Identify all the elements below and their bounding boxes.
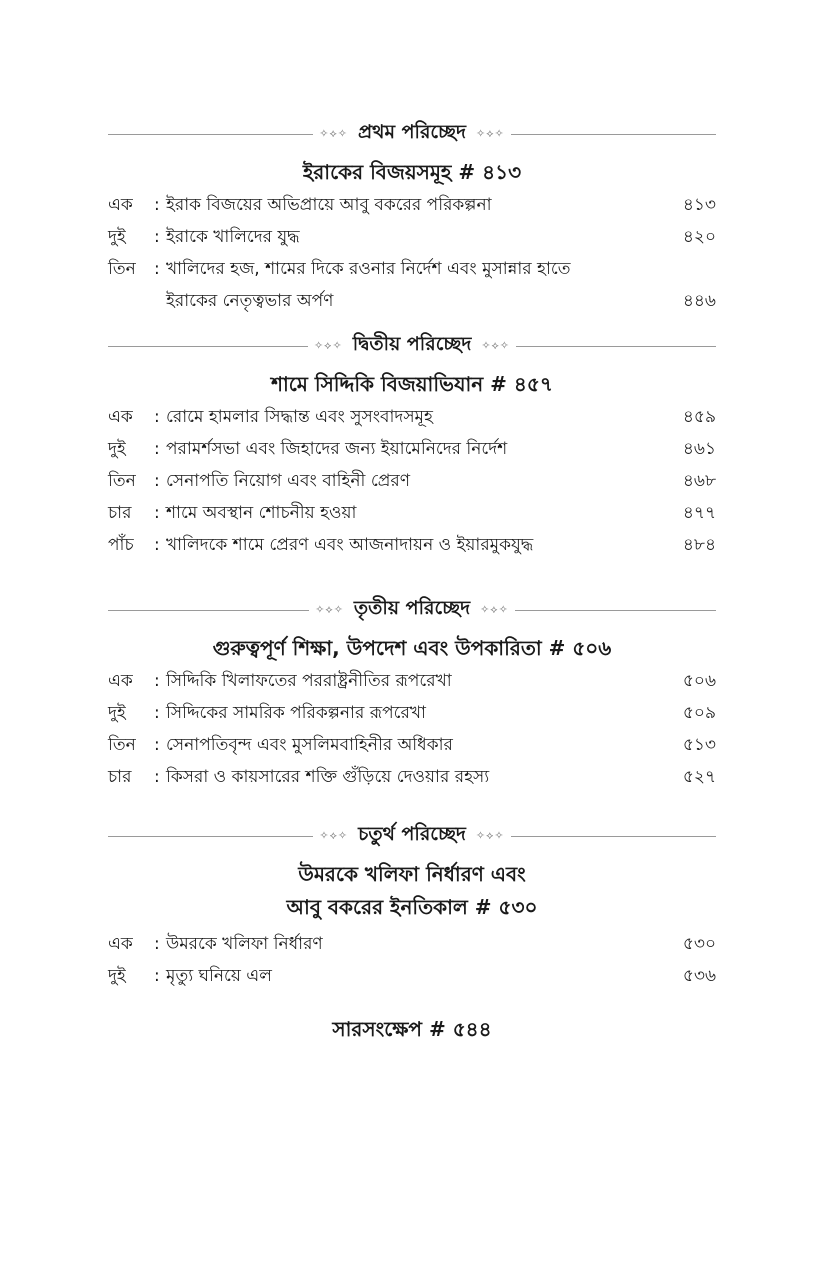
entry-number: দুই: [108, 227, 126, 247]
entry-number: চার: [108, 767, 132, 787]
entry-page: ৫০৬: [682, 671, 716, 691]
chapter-section-3: [108, 588, 716, 814]
chapter-title: প্রথম পরিচ্ছেদ: [357, 121, 467, 143]
part-title: শামে সিদ্দিকি বিজয়াভিযান # ৪৫৭: [271, 372, 553, 396]
entry-number: চার: [108, 503, 132, 523]
entry-title: রোমে হামলার সিদ্ধান্ত এবং সুসংবাদসমূহ: [166, 407, 433, 427]
chapter-heading: [108, 324, 716, 368]
toc-entry: এক : সিদ্দিকি খিলাফতের পররাষ্ট্রনীতির রূপরেখা ৫০৬: [108, 665, 716, 697]
part-title: উমরকে খলিফা নির্ধারণ এবং: [298, 862, 526, 886]
entry-page: ৪৬৮: [682, 471, 716, 491]
entry-title-line: খালিদের হজ, শামের দিকে রওনার নির্দেশ এবং মুসান্নার হাতে: [166, 259, 571, 279]
chapter-section-1: [108, 112, 716, 324]
part-title: ইরাকের বিজয়সমূহ # ৪১৩: [302, 160, 522, 184]
divider-rule-right: [516, 346, 716, 347]
entry-title: পরামর্শসভা এবং জিহাদের জন্য ইয়ামেনিদের নির্দেশ: [166, 439, 508, 459]
entry-title: মৃত্যু ঘনিয়ে এল: [166, 966, 272, 986]
toc-entry: দুই : মৃত্যু ঘনিয়ে এল ৫৩৬: [108, 960, 716, 992]
toc-entry: এক : উমরকে খলিফা নির্ধারণ ৫৩০: [108, 928, 716, 960]
entry-number: দুই: [108, 966, 126, 986]
entry-title: [166, 253, 656, 317]
chapter-section-2: [108, 324, 716, 588]
chapter-heading: [108, 112, 716, 156]
divider-rule-left: [108, 610, 309, 611]
entry-page: ৫৩৬: [682, 966, 716, 986]
entry-title-line: ইরাকের নেতৃত্বভার অর্পণ: [166, 291, 334, 311]
toc-entry: চার : কিসরা ও কায়সারের শক্তি গুঁড়িয়ে দেওয়ার রহস্য ৫২৭: [108, 761, 716, 793]
ornament-icon-right: ✧⟡✧: [476, 127, 505, 140]
toc-entry: দুই : পরামর্শসভা এবং জিহাদের জন্য ইয়ামেনিদের নির্দেশ ৪৬১: [108, 433, 716, 465]
part-title-line-2: আবু বকরের ইনতিকাল # ৫৩০: [286, 895, 538, 919]
divider-rule-right: [511, 134, 716, 135]
chapter-heading: [108, 814, 716, 858]
ornament-icon-left: ✧⟡✧: [315, 603, 344, 616]
entry-number: তিন: [108, 471, 136, 491]
entry-page: ৪১৩: [682, 195, 716, 215]
divider-rule-right: [511, 836, 716, 837]
chapter-heading: [108, 588, 716, 632]
entry-number: এক: [108, 195, 133, 215]
entry-title: উমরকে খলিফা নির্ধারণ: [166, 934, 323, 954]
entry-page: ৪৮৪: [682, 535, 716, 555]
chapter-section-4: [108, 814, 716, 992]
divider-rule-left: [108, 346, 308, 347]
toc-entry: এক : রোমে হামলার সিদ্ধান্ত এবং সুসংবাদসমূহ ৪৫৯: [108, 401, 716, 433]
divider-rule-left: [108, 836, 313, 837]
chapter-title: চতুর্থ পরিচ্ছেদ: [358, 823, 466, 845]
toc-entry: তিন : খালিদের হজ, শামের দিকে রওনার নির্দেশ এবং মুসান্নার হাতে ইরাকের নেতৃত্বভার অর্পণ ৪৪৬: [108, 253, 716, 317]
summary-title: সারসংক্ষেপ # ৫৪৪: [332, 1017, 492, 1041]
entry-title: শামে অবস্থান শোচনীয় হওয়া: [166, 503, 357, 523]
chapter-title: দ্বিতীয় পরিচ্ছেদ: [352, 333, 472, 355]
divider-rule-left: [108, 134, 313, 135]
entry-number: এক: [108, 934, 133, 954]
entry-page: ৫২৭: [682, 767, 716, 787]
entry-title: সেনাপতিবৃন্দ এবং মুসলিমবাহিনীর অধিকার: [166, 735, 453, 755]
ornament-icon-right: ✧⟡✧: [481, 339, 511, 352]
entry-title: কিসরা ও কায়সারের শক্তি গুঁড়িয়ে দেওয়ার রহস্য: [166, 767, 490, 787]
ornament-icon-left: ✧⟡✧: [319, 829, 349, 842]
toc-entry: চার : শামে অবস্থান শোচনীয় হওয়া ৪৭৭: [108, 497, 716, 529]
table-of-contents: [108, 112, 716, 1046]
entry-title: সিদ্দিকের সামরিক পরিকল্পনার রূপরেখা: [166, 703, 426, 723]
entry-number: এক: [108, 671, 133, 691]
entry-page: ৪৫৯: [682, 407, 716, 427]
toc-entry: তিন : সেনাপতিবৃন্দ এবং মুসলিমবাহিনীর অধিকার ৫১৩: [108, 729, 716, 761]
toc-entry: এক : ইরাক বিজয়ের অভিপ্রায়ে আবু বকরের পরিকল্পনা ৪১৩: [108, 189, 716, 221]
toc-entry: তিন : সেনাপতি নিয়োগ এবং বাহিনী প্রেরণ ৪৬৮: [108, 465, 716, 497]
entry-title: সিদ্দিকি খিলাফতের পররাষ্ট্রনীতির রূপরেখা: [166, 671, 452, 691]
entry-page: ৪৭৭: [682, 503, 716, 523]
ornament-icon-right: ✧⟡✧: [480, 603, 509, 616]
entry-page: ৪৪৬: [682, 291, 716, 311]
toc-entry: দুই : ইরাকে খালিদের যুদ্ধ ৪২০: [108, 221, 716, 253]
entry-number: দুই: [108, 703, 126, 723]
ornament-icon-left: ✧⟡✧: [319, 127, 348, 140]
part-title: গুরুত্বপূর্ণ শিক্ষা, উপদেশ এবং উপকারিতা # ৫০৬: [212, 636, 612, 660]
entry-title: খালিদকে শামে প্রেরণ এবং আজনাদায়ন ও ইয়ারমুকযুদ্ধ: [166, 535, 534, 555]
ornament-icon-left: ✧⟡✧: [313, 339, 343, 352]
toc-entry: পাঁচ : খালিদকে শামে প্রেরণ এবং আজনাদায়ন ও ইয়ারমুকযুদ্ধ ৪৮৪: [108, 529, 716, 561]
entry-page: ৪২০: [682, 227, 716, 247]
entry-number: তিন: [108, 735, 136, 755]
entry-number: এক: [108, 407, 133, 427]
entry-title: ইরাকে খালিদের যুদ্ধ: [166, 227, 300, 247]
entry-title: সেনাপতি নিয়োগ এবং বাহিনী প্রেরণ: [166, 471, 411, 491]
entry-title: ইরাক বিজয়ের অভিপ্রায়ে আবু বকরের পরিকল্পনা: [166, 195, 492, 215]
divider-rule-right: [515, 610, 716, 611]
entry-number: দুই: [108, 439, 126, 459]
entry-page: ৫১৩: [682, 735, 716, 755]
entry-page: ৫৩০: [682, 934, 716, 954]
toc-entry: দুই : সিদ্দিকের সামরিক পরিকল্পনার রূপরেখা ৫০৯: [108, 697, 716, 729]
ornament-icon-right: ✧⟡✧: [475, 829, 505, 842]
entry-page: ৫০৯: [682, 703, 716, 723]
entry-number: পাঁচ: [108, 535, 134, 555]
chapter-title: তৃতীয় পরিচ্ছেদ: [353, 597, 471, 619]
entry-page: ৪৬১: [682, 439, 716, 459]
entry-number: তিন: [108, 259, 136, 279]
